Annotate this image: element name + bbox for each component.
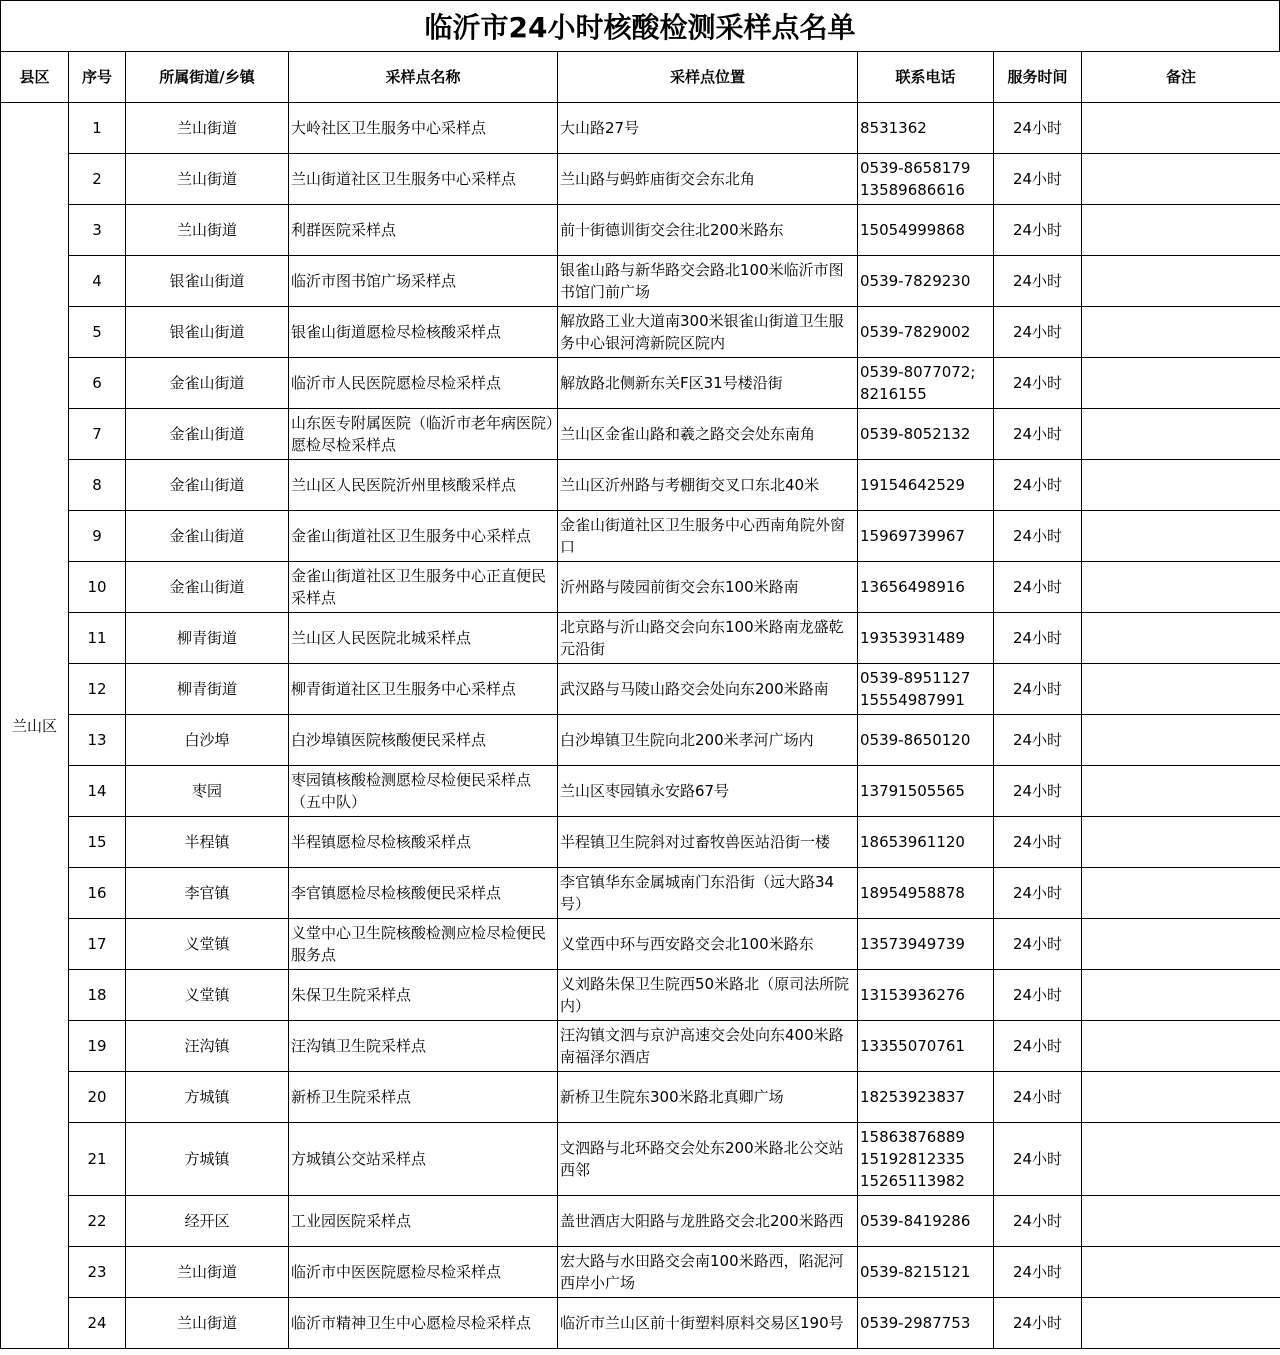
header-phone: 联系电话 (858, 52, 994, 103)
street-cell: 兰山街道 (126, 154, 289, 205)
phone-cell: 0539-8658179 13589686616 (858, 154, 994, 205)
note-cell (1082, 613, 1280, 664)
site-name-cell: 金雀山街道社区卫生服务中心采样点 (289, 511, 558, 562)
location-cell: 临沂市兰山区前十街塑料原料交易区190号 (558, 1298, 858, 1349)
note-cell (1082, 103, 1280, 154)
table-row (1, 358, 1280, 409)
location-cell: 新桥卫生院东300米路北真卿广场 (558, 1072, 858, 1123)
row-number-cell: 21 (69, 1123, 126, 1196)
location-cell: 解放路北侧新东关F区31号楼沿街 (558, 358, 858, 409)
hours-cell: 24小时 (994, 358, 1082, 409)
table-row (1, 460, 1280, 511)
site-name-cell: 山东医专附属医院（临沂市老年病医院）愿检尽检采样点 (289, 409, 558, 460)
location-cell: 兰山区沂州路与考棚街交叉口东北40米 (558, 460, 858, 511)
phone-cell: 18653961120 (858, 817, 994, 868)
table-row (1, 1247, 1280, 1298)
table-row (1, 817, 1280, 868)
county-cell: 兰山区 (1, 103, 69, 1349)
street-cell: 金雀山街道 (126, 460, 289, 511)
hours-cell: 24小时 (994, 1123, 1082, 1196)
note-cell (1082, 868, 1280, 919)
phone-cell: 15054999868 (858, 205, 994, 256)
hours-cell: 24小时 (994, 460, 1082, 511)
note-cell (1082, 409, 1280, 460)
row-number-cell: 11 (69, 613, 126, 664)
hours-cell: 24小时 (994, 1021, 1082, 1072)
note-cell (1082, 970, 1280, 1021)
table-row (1, 1072, 1280, 1123)
header-note: 备注 (1082, 52, 1280, 103)
site-name-cell: 利群医院采样点 (289, 205, 558, 256)
hours-cell: 24小时 (994, 205, 1082, 256)
hours-cell: 24小时 (994, 664, 1082, 715)
street-cell: 枣园 (126, 766, 289, 817)
table-row (1, 1123, 1280, 1196)
row-number-cell: 3 (69, 205, 126, 256)
location-cell: 义堂西中环与西安路交会北100米路东 (558, 919, 858, 970)
street-cell: 兰山街道 (126, 205, 289, 256)
row-number-cell: 23 (69, 1247, 126, 1298)
row-number-cell: 10 (69, 562, 126, 613)
hours-cell: 24小时 (994, 409, 1082, 460)
note-cell (1082, 307, 1280, 358)
hours-cell: 24小时 (994, 766, 1082, 817)
hours-cell: 24小时 (994, 970, 1082, 1021)
note-cell (1082, 1247, 1280, 1298)
note-cell (1082, 766, 1280, 817)
hours-cell: 24小时 (994, 154, 1082, 205)
site-name-cell: 枣园镇核酸检测愿检尽检便民采样点（五中队） (289, 766, 558, 817)
note-cell (1082, 1196, 1280, 1247)
note-cell (1082, 358, 1280, 409)
row-number-cell: 5 (69, 307, 126, 358)
row-number-cell: 4 (69, 256, 126, 307)
header-number: 序号 (69, 52, 126, 103)
row-number-cell: 18 (69, 970, 126, 1021)
note-cell (1082, 1123, 1280, 1196)
phone-cell: 0539-8419286 (858, 1196, 994, 1247)
site-name-cell: 临沂市中医医院愿检尽检采样点 (289, 1247, 558, 1298)
phone-cell: 0539-8052132 (858, 409, 994, 460)
site-name-cell: 兰山区人民医院北城采样点 (289, 613, 558, 664)
hours-cell: 24小时 (994, 817, 1082, 868)
note-cell (1082, 817, 1280, 868)
site-name-cell: 义堂中心卫生院核酸检测应检尽检便民服务点 (289, 919, 558, 970)
location-cell: 前十街德训街交会往北200米路东 (558, 205, 858, 256)
street-cell: 金雀山街道 (126, 562, 289, 613)
note-cell (1082, 1072, 1280, 1123)
location-cell: 文泗路与北环路交会处东200米路北公交站西邻 (558, 1123, 858, 1196)
street-cell: 兰山街道 (126, 1247, 289, 1298)
location-cell: 白沙埠镇卫生院向北200米孝河广场内 (558, 715, 858, 766)
location-cell: 宏大路与水田路交会南100米路西，陷泥河西岸小广场 (558, 1247, 858, 1298)
table-row (1, 664, 1280, 715)
header-row (1, 52, 1280, 103)
location-cell: 银雀山路与新华路交会路北100米临沂市图书馆门前广场 (558, 256, 858, 307)
hours-cell: 24小时 (994, 1072, 1082, 1123)
table-row (1, 562, 1280, 613)
note-cell (1082, 256, 1280, 307)
table-row (1, 970, 1280, 1021)
phone-cell: 18954958878 (858, 868, 994, 919)
street-cell: 方城镇 (126, 1072, 289, 1123)
table-row (1, 154, 1280, 205)
note-cell (1082, 919, 1280, 970)
site-name-cell: 临沂市精神卫生中心愿检尽检采样点 (289, 1298, 558, 1349)
hours-cell: 24小时 (994, 256, 1082, 307)
location-cell: 大山路27号 (558, 103, 858, 154)
phone-cell: 0539-8650120 (858, 715, 994, 766)
row-number-cell: 16 (69, 868, 126, 919)
row-number-cell: 13 (69, 715, 126, 766)
location-cell: 盖世酒店大阳路与龙胜路交会北200米路西 (558, 1196, 858, 1247)
location-cell: 沂州路与陵园前街交会东100米路南 (558, 562, 858, 613)
location-cell: 解放路工业大道南300米银雀山街道卫生服务中心银河湾新院区院内 (558, 307, 858, 358)
row-number-cell: 22 (69, 1196, 126, 1247)
note-cell (1082, 205, 1280, 256)
location-cell: 兰山区金雀山路和羲之路交会处东南角 (558, 409, 858, 460)
location-cell: 李官镇华东金属城南门东沿街（远大路34号） (558, 868, 858, 919)
phone-cell: 0539-2987753 (858, 1298, 994, 1349)
site-name-cell: 半程镇愿检尽检核酸采样点 (289, 817, 558, 868)
phone-cell: 0539-7829002 (858, 307, 994, 358)
street-cell: 汪沟镇 (126, 1021, 289, 1072)
hours-cell: 24小时 (994, 1196, 1082, 1247)
table-row (1, 511, 1280, 562)
note-cell (1082, 511, 1280, 562)
phone-cell: 0539-7829230 (858, 256, 994, 307)
site-name-cell: 临沂市图书馆广场采样点 (289, 256, 558, 307)
row-number-cell: 20 (69, 1072, 126, 1123)
phone-cell: 0539-8951127 15554987991 (858, 664, 994, 715)
note-cell (1082, 1298, 1280, 1349)
hours-cell: 24小时 (994, 307, 1082, 358)
row-number-cell: 17 (69, 919, 126, 970)
header-street: 所属街道/乡镇 (126, 52, 289, 103)
street-cell: 白沙埠 (126, 715, 289, 766)
phone-cell: 13153936276 (858, 970, 994, 1021)
note-cell (1082, 664, 1280, 715)
row-number-cell: 1 (69, 103, 126, 154)
table-row (1, 715, 1280, 766)
hours-cell: 24小时 (994, 103, 1082, 154)
phone-cell: 8531362 (858, 103, 994, 154)
location-cell: 汪沟镇文泗与京沪高速交会处向东400米路南福泽尔酒店 (558, 1021, 858, 1072)
location-cell: 金雀山街道社区卫生服务中心西南角院外窗口 (558, 511, 858, 562)
street-cell: 方城镇 (126, 1123, 289, 1196)
note-cell (1082, 154, 1280, 205)
hours-cell: 24小时 (994, 1298, 1082, 1349)
phone-cell: 0539-8077072; 8216155 (858, 358, 994, 409)
location-cell: 北京路与沂山路交会向东100米路南龙盛乾元沿街 (558, 613, 858, 664)
row-number-cell: 7 (69, 409, 126, 460)
row-number-cell: 2 (69, 154, 126, 205)
site-name-cell: 方城镇公交站采样点 (289, 1123, 558, 1196)
hours-cell: 24小时 (994, 511, 1082, 562)
hours-cell: 24小时 (994, 562, 1082, 613)
phone-cell: 0539-8215121 (858, 1247, 994, 1298)
street-cell: 李官镇 (126, 868, 289, 919)
location-cell: 义刘路朱保卫生院西50米路北（原司法所院内） (558, 970, 858, 1021)
row-number-cell: 6 (69, 358, 126, 409)
table-row (1, 766, 1280, 817)
location-cell: 兰山路与蚂蚱庙街交会东北角 (558, 154, 858, 205)
site-name-cell: 金雀山街道社区卫生服务中心正直便民采样点 (289, 562, 558, 613)
note-cell (1082, 715, 1280, 766)
row-number-cell: 19 (69, 1021, 126, 1072)
row-number-cell: 15 (69, 817, 126, 868)
site-name-cell: 李官镇愿检尽检核酸便民采样点 (289, 868, 558, 919)
street-cell: 义堂镇 (126, 970, 289, 1021)
note-cell (1082, 1021, 1280, 1072)
note-cell (1082, 562, 1280, 613)
street-cell: 柳青街道 (126, 664, 289, 715)
header-location: 采样点位置 (558, 52, 858, 103)
street-cell: 柳青街道 (126, 613, 289, 664)
hours-cell: 24小时 (994, 1247, 1082, 1298)
phone-cell: 13791505565 (858, 766, 994, 817)
table-row (1, 868, 1280, 919)
street-cell: 半程镇 (126, 817, 289, 868)
table-row (1, 1021, 1280, 1072)
phone-cell: 19154642529 (858, 460, 994, 511)
phone-cell: 19353931489 (858, 613, 994, 664)
site-name-cell: 银雀山街道愿检尽检核酸采样点 (289, 307, 558, 358)
site-name-cell: 工业园医院采样点 (289, 1196, 558, 1247)
table-row (1, 256, 1280, 307)
header-hours: 服务时间 (994, 52, 1082, 103)
table-row (1, 1196, 1280, 1247)
location-cell: 兰山区枣园镇永安路67号 (558, 766, 858, 817)
phone-cell: 15969739967 (858, 511, 994, 562)
table-row (1, 205, 1280, 256)
location-cell: 武汉路与马陵山路交会处向东200米路南 (558, 664, 858, 715)
table-row (1, 1298, 1280, 1349)
sampling-sites-table (0, 51, 1280, 1349)
phone-cell: 13656498916 (858, 562, 994, 613)
street-cell: 兰山街道 (126, 103, 289, 154)
site-name-cell: 白沙埠镇医院核酸便民采样点 (289, 715, 558, 766)
header-site-name: 采样点名称 (289, 52, 558, 103)
row-number-cell: 24 (69, 1298, 126, 1349)
street-cell: 银雀山街道 (126, 307, 289, 358)
street-cell: 银雀山街道 (126, 256, 289, 307)
note-cell (1082, 460, 1280, 511)
phone-cell: 13355070761 (858, 1021, 994, 1072)
header-county: 县区 (1, 52, 69, 103)
street-cell: 义堂镇 (126, 919, 289, 970)
site-name-cell: 新桥卫生院采样点 (289, 1072, 558, 1123)
site-name-cell: 大岭社区卫生服务中心采样点 (289, 103, 558, 154)
table-row (1, 103, 1280, 154)
street-cell: 兰山街道 (126, 1298, 289, 1349)
hours-cell: 24小时 (994, 868, 1082, 919)
site-name-cell: 朱保卫生院采样点 (289, 970, 558, 1021)
phone-cell: 15863876889 15192812335 15265113982 (858, 1123, 994, 1196)
table-row (1, 613, 1280, 664)
hours-cell: 24小时 (994, 715, 1082, 766)
site-name-cell: 兰山区人民医院沂州里核酸采样点 (289, 460, 558, 511)
row-number-cell: 14 (69, 766, 126, 817)
hours-cell: 24小时 (994, 613, 1082, 664)
site-name-cell: 兰山街道社区卫生服务中心采样点 (289, 154, 558, 205)
site-name-cell: 汪沟镇卫生院采样点 (289, 1021, 558, 1072)
table-row (1, 409, 1280, 460)
street-cell: 金雀山街道 (126, 358, 289, 409)
location-cell: 半程镇卫生院斜对过畜牧兽医站沿街一楼 (558, 817, 858, 868)
table-row (1, 919, 1280, 970)
phone-cell: 18253923837 (858, 1072, 994, 1123)
street-cell: 金雀山街道 (126, 511, 289, 562)
hours-cell: 24小时 (994, 919, 1082, 970)
phone-cell: 13573949739 (858, 919, 994, 970)
row-number-cell: 12 (69, 664, 126, 715)
site-name-cell: 临沂市人民医院愿检尽检采样点 (289, 358, 558, 409)
street-cell: 经开区 (126, 1196, 289, 1247)
row-number-cell: 8 (69, 460, 126, 511)
row-number-cell: 9 (69, 511, 126, 562)
street-cell: 金雀山街道 (126, 409, 289, 460)
site-name-cell: 柳青街道社区卫生服务中心采样点 (289, 664, 558, 715)
page-title: 临沂市24小时核酸检测采样点名单 (0, 0, 1280, 51)
table-row (1, 307, 1280, 358)
